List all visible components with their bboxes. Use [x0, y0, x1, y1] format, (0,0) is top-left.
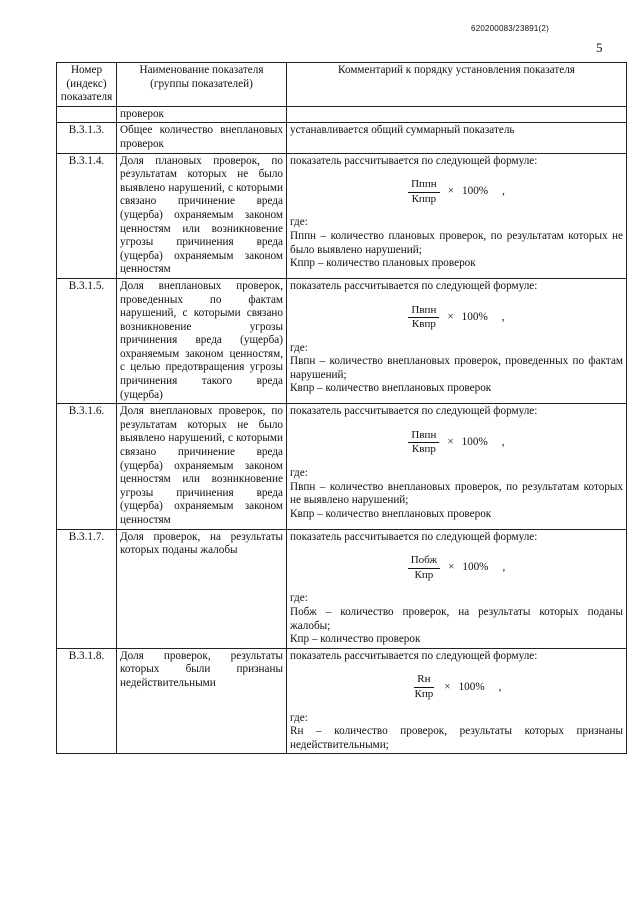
- header-comment: Комментарий к порядку установления показателя: [287, 63, 627, 107]
- formula-multiply: ×: [447, 185, 454, 198]
- header-index: Номер (индекс) показателя: [57, 63, 117, 107]
- formula-denominator: Кпр: [414, 568, 434, 581]
- formula: [290, 429, 623, 457]
- formula-comma: ,: [501, 310, 505, 323]
- where-label: где:: [290, 711, 308, 724]
- formula-comma: ,: [502, 185, 505, 198]
- where-label: где:: [290, 467, 308, 480]
- formula-percent: 100%: [462, 185, 489, 198]
- table-row: [57, 153, 627, 278]
- formula-comma: ,: [498, 680, 502, 693]
- variable-definition: Пвпн – количество внеплановых проверок, проведенных по фактам нарушений;: [290, 355, 623, 381]
- indicator-name: Общее количество внеплановых проверок: [117, 123, 287, 153]
- indicator-code: В.3.1.4.: [57, 153, 117, 278]
- formula: [290, 554, 623, 582]
- header-name: Наименование показателя (группы показателей): [117, 63, 287, 107]
- indicator-code: В.3.1.6.: [57, 404, 117, 529]
- variable-definition: Кппр – количество плановых проверок: [290, 257, 476, 270]
- indicator-code: В.3.1.8.: [57, 648, 117, 754]
- where-label: где:: [290, 341, 308, 354]
- table-row: [57, 529, 627, 648]
- indicator-name: Доля внеплановых проверок, по результатам которых не было выявлено нарушений, с которыми связано причинение вреда (ущерба) охраняемым законом ценностям или возникновение угрозы причинения вреда (ущерба) охраняемым законом ценностям: [117, 404, 287, 529]
- formula-denominator: Кпр: [414, 687, 434, 700]
- formula-comma: ,: [501, 436, 505, 449]
- fraction: [408, 178, 440, 206]
- indicator-comment: [287, 278, 627, 403]
- variable-definition: Квпр – количество внеплановых проверок: [290, 382, 492, 395]
- indicator-name: Доля проверок, результаты которых были признаны недействительными: [117, 648, 287, 754]
- variable-definition: Пппн – количество плановых проверок, по результатам которых не было выявлено нарушений;: [290, 229, 623, 256]
- formula-percent: 100%: [461, 310, 488, 323]
- formula-numerator: Rн: [414, 673, 433, 688]
- table-row-continuation: [57, 106, 627, 123]
- where-label: где:: [290, 592, 308, 605]
- document-id: 620200083/23891(2): [471, 24, 549, 33]
- formula-multiply: ×: [447, 310, 454, 323]
- where-label: где:: [290, 216, 308, 229]
- formula-multiply: ×: [447, 436, 454, 449]
- indicator-comment: [287, 648, 627, 754]
- formula: [290, 178, 623, 206]
- variable-definition: Квпр – количество внеплановых проверок: [290, 507, 492, 520]
- table-row: [57, 404, 627, 529]
- indicator-comment: [287, 404, 627, 529]
- table-header-row: [57, 63, 627, 107]
- formula: [290, 673, 623, 701]
- formula-denominator: Квпр: [411, 443, 436, 456]
- table-row: [57, 648, 627, 754]
- comment-intro: показатель рассчитывается по следующей формуле:: [290, 154, 538, 167]
- indicators-table: [56, 62, 627, 754]
- indicator-code: В.3.1.5.: [57, 278, 117, 403]
- fraction: [408, 304, 439, 332]
- indicator-name: Доля проверок, на результаты которых поданы жалобы: [117, 529, 287, 648]
- comment-intro: показатель рассчитывается по следующей формуле:: [290, 279, 538, 292]
- comment-intro: устанавливается общий суммарный показатель: [290, 124, 515, 137]
- variable-definition: Побж – количество проверок, на результаты которых поданы жалобы;: [290, 605, 623, 632]
- comment-intro: показатель рассчитывается по следующей формуле:: [290, 405, 538, 418]
- indicator-comment: [287, 153, 627, 278]
- formula-numerator: Побж: [408, 554, 440, 569]
- variable-definition: Rн – количество проверок, результаты которых признаны недействительными;: [290, 725, 623, 751]
- indicator-comment: [287, 123, 627, 153]
- page-number: 5: [596, 40, 603, 55]
- fraction: [412, 673, 437, 701]
- formula-denominator: Кппр: [411, 192, 437, 205]
- formula-percent: 100%: [461, 436, 488, 449]
- comment-intro: показатель рассчитывается по следующей формуле:: [290, 530, 538, 543]
- indicator-name: Доля внеплановых проверок, проведенных по фактам нарушений, с которыми связано возникновение угрозы причинения вреда (ущерба) охраняемым законом ценностям, с целью предотвращения угрозы причинения такого вреда (ущерба): [117, 278, 287, 403]
- formula-denominator: Квпр: [411, 318, 436, 331]
- variable-definition: Пвпн – количество внеплановых проверок, по результатам которых не выявлено нарушений;: [290, 480, 623, 507]
- formula-numerator: Пвпн: [408, 304, 439, 319]
- formula-percent: 100%: [458, 680, 485, 693]
- variable-definition: Кпр – количество проверок: [290, 633, 421, 646]
- formula-numerator: Пппн: [408, 178, 440, 193]
- formula-numerator: Пвпн: [408, 429, 439, 444]
- continuation-text: проверок: [117, 106, 287, 123]
- formula: [290, 304, 623, 332]
- fraction: [408, 554, 440, 582]
- table-row: [57, 123, 627, 153]
- formula-comma: ,: [502, 561, 506, 574]
- formula-percent: 100%: [462, 561, 489, 574]
- comment-intro: показатель рассчитывается по следующей формуле:: [290, 649, 538, 662]
- indicator-code: В.3.1.3.: [57, 123, 117, 153]
- fraction: [408, 429, 439, 457]
- table-row: [57, 278, 627, 403]
- formula-multiply: ×: [448, 561, 455, 574]
- indicator-comment: [287, 529, 627, 648]
- indicator-name: Доля плановых проверок, по результатам которых не было выявлено нарушений, с которыми связано причинение вреда (ущерба) охраняемым законом ценностям или возникновение угрозы причинения вреда (ущерба) охраняемым законом ценностям: [117, 153, 287, 278]
- indicator-code: В.3.1.7.: [57, 529, 117, 648]
- formula-multiply: ×: [444, 680, 451, 693]
